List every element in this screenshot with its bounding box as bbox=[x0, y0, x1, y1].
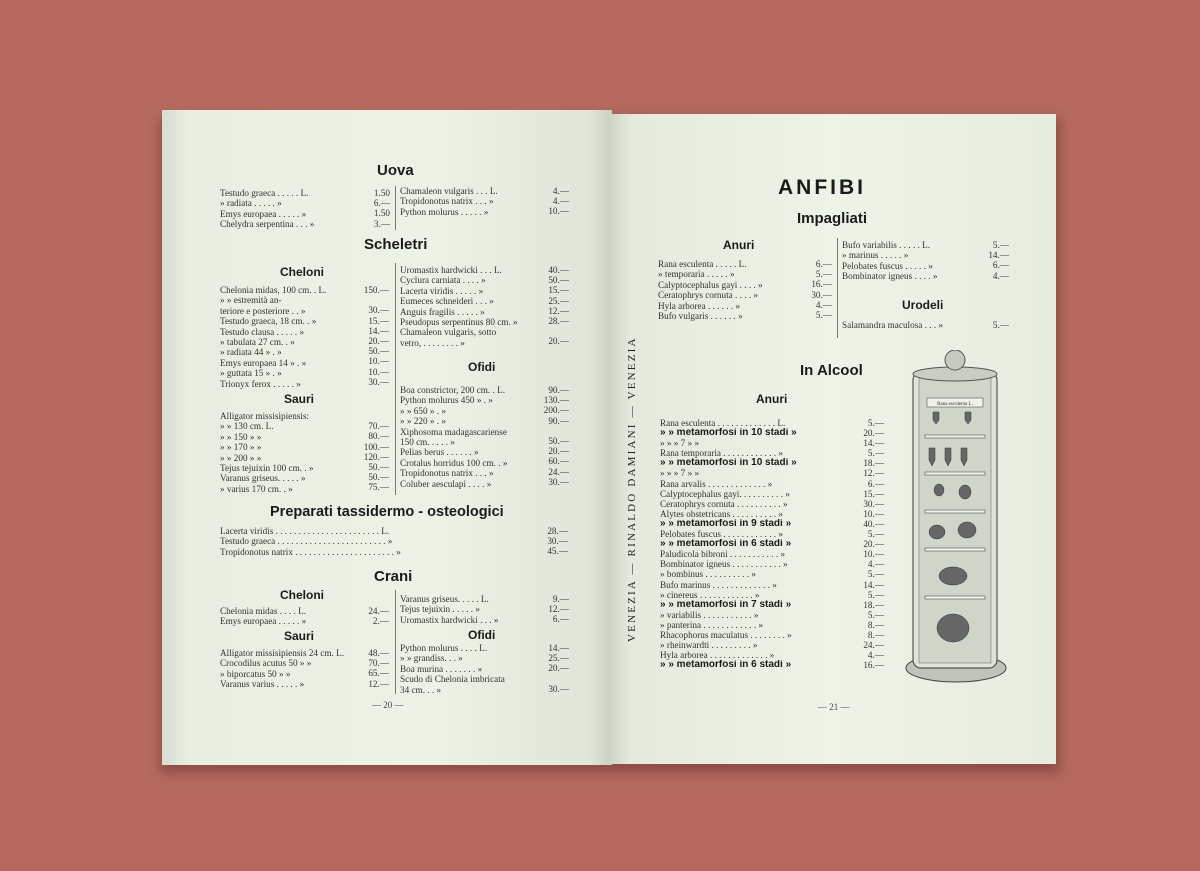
left-page bbox=[162, 110, 612, 765]
list-row: Rana arvalis . . . . . . . . . . . . . » bbox=[660, 478, 773, 489]
list-row: Eumeces schneideri . . . » bbox=[400, 296, 494, 307]
list-row: 30.— bbox=[548, 476, 569, 487]
list-row bbox=[534, 326, 569, 336]
list-row: Chamaleon vulgaris . . . L. bbox=[400, 186, 498, 196]
list-row: teriore e posteriore . . » bbox=[220, 305, 306, 316]
list-row bbox=[534, 426, 569, 436]
list-row: Bufo variabilis . . . . . L. bbox=[842, 240, 931, 250]
list-row: Alytes obstetricans . . . . . . . . . . » bbox=[660, 508, 783, 519]
crani-col1-prices bbox=[357, 606, 389, 626]
list-row: 5.— bbox=[867, 418, 884, 428]
list-row: Tejus tejuixin . . . . . » bbox=[400, 604, 480, 615]
list-row: 2.— bbox=[372, 616, 389, 627]
list-row: Varanus varius . . . . . » bbox=[220, 679, 305, 690]
list-row: 70.— bbox=[368, 421, 389, 432]
impagliati-col1-prices bbox=[798, 259, 832, 320]
list-row: 15.— bbox=[863, 488, 884, 499]
scheletri-col2 bbox=[400, 265, 550, 348]
subheading-sauri-crani: Sauri bbox=[284, 629, 315, 643]
list-row: Chelonia midas . . . . L. bbox=[220, 606, 306, 616]
list-row: 10.— bbox=[368, 356, 389, 367]
list-row: » radiata 44 » . » bbox=[220, 347, 282, 358]
list-row: » rheinwardti . . . . . . . . . » bbox=[660, 640, 758, 651]
list-row: Testudo clausa . . . . . » bbox=[220, 326, 305, 337]
list-row: 28.— bbox=[547, 526, 568, 536]
alcool-prices bbox=[852, 418, 884, 670]
urodeli-col2-prices bbox=[974, 320, 1009, 330]
list-row: 12.— bbox=[368, 678, 389, 689]
preparati-prices bbox=[530, 526, 568, 557]
list-row: Testudo graeca . . . . . L. bbox=[220, 188, 309, 198]
urodeli-col2 bbox=[842, 320, 992, 330]
list-row: » » » 7 » » bbox=[660, 438, 700, 449]
crani-col1b-prices bbox=[357, 648, 389, 689]
list-row: 12.— bbox=[548, 305, 569, 316]
list-row: Hyla arborea . . . . . . » bbox=[658, 300, 741, 311]
column-divider bbox=[395, 590, 396, 694]
list-row: Pelobates fuscus . . . . . . . . . . . . » bbox=[660, 529, 783, 540]
list-row: 16.— bbox=[863, 660, 884, 671]
list-row: » » » 7 » » bbox=[660, 468, 700, 479]
list-row: 14.— bbox=[368, 325, 389, 336]
list-row: 120.— bbox=[363, 451, 389, 462]
list-row: Tejus tejuixin 100 cm. . » bbox=[220, 463, 314, 474]
list-row: » tabulata 27 cm. . » bbox=[220, 337, 295, 348]
list-row: 5.— bbox=[867, 529, 884, 540]
list-row: 4.— bbox=[552, 196, 569, 207]
uova-col1 bbox=[220, 188, 360, 230]
subheading-anuri-alcool: Anuri bbox=[756, 392, 788, 406]
list-row: » » metamorfosi in 10 stadi » bbox=[660, 458, 797, 469]
list-row: » radiata . . . . . » bbox=[220, 198, 282, 209]
list-row: 5.— bbox=[867, 569, 884, 580]
list-row: 14.— bbox=[548, 643, 569, 653]
list-row: 30.— bbox=[863, 498, 884, 509]
list-row: » » 130 cm. L. bbox=[220, 421, 274, 432]
list-row: 60.— bbox=[548, 456, 569, 467]
list-row: 9.— bbox=[552, 594, 569, 604]
list-row: vetro, . . . . . . . . » bbox=[400, 337, 465, 348]
column-divider bbox=[395, 186, 396, 230]
list-row: 4.— bbox=[867, 559, 884, 570]
list-row: Uromastix hardwicki . . . L. bbox=[400, 265, 502, 275]
list-row: 50.— bbox=[368, 472, 389, 483]
list-row: 1.50 bbox=[373, 188, 390, 198]
list-row: Chamaleon vulgaris, sotto bbox=[400, 327, 497, 338]
list-row: 12.— bbox=[863, 468, 884, 479]
list-row: Python molurus . . . . . » bbox=[400, 206, 489, 217]
list-row: 50.— bbox=[548, 275, 569, 286]
list-row: Testudo graeca, 18 cm. . » bbox=[220, 316, 317, 327]
section-title-preparati: Preparati tassidermo - osteologici bbox=[270, 504, 504, 520]
list-row: 10.— bbox=[863, 549, 884, 560]
list-row: 5.— bbox=[867, 589, 884, 600]
list-row: 6.— bbox=[552, 614, 569, 625]
list-row: 18.— bbox=[863, 458, 884, 469]
list-row: » biporcatus 50 » » bbox=[220, 668, 291, 679]
list-row: 18.— bbox=[863, 599, 884, 610]
section-title-crani: Crani bbox=[374, 568, 413, 585]
list-row: Ceratophrys cornuta . . . . » bbox=[658, 290, 759, 301]
list-row: 30.— bbox=[368, 305, 389, 316]
crani-col2-prices bbox=[534, 594, 569, 625]
list-row: 14.— bbox=[863, 579, 884, 590]
list-row: » guttata 15 » . » bbox=[220, 368, 282, 379]
list-row: Rana temporaria . . . . . . . . . . . . » bbox=[660, 448, 783, 459]
list-row: Varanus griseus. . . . . » bbox=[220, 473, 306, 484]
list-row: » » 200 » » bbox=[220, 452, 262, 463]
list-row: 5.— bbox=[815, 269, 832, 280]
list-row: 15.— bbox=[548, 285, 569, 296]
list-row: Chelonia midas, 100 cm. . L. bbox=[220, 285, 327, 295]
list-row: Scudo di Chelonia imbricata bbox=[400, 674, 505, 685]
list-row: 8.— bbox=[867, 619, 884, 630]
list-row bbox=[357, 411, 389, 421]
list-row: Lacerta viridis . . . . . » bbox=[400, 285, 484, 296]
list-row: » » metamorfosi in 6 stadi » bbox=[660, 539, 792, 550]
list-row: Python molurus . . . . L. bbox=[400, 643, 488, 653]
list-row: 24.— bbox=[368, 606, 389, 616]
specimen-jar-illustration bbox=[903, 350, 1009, 690]
list-row: 14.— bbox=[988, 250, 1009, 261]
list-row: Pseudopus serpentinus 80 cm. » bbox=[400, 317, 518, 328]
list-row: 4.— bbox=[992, 270, 1009, 281]
list-row: 5.— bbox=[992, 320, 1009, 330]
list-row: 45.— bbox=[547, 546, 568, 557]
page-number-left: — 20 — bbox=[372, 700, 404, 710]
list-row: Rana esculenta . . . . . . . . . . . . . L. bbox=[660, 418, 786, 428]
list-row: 12.— bbox=[548, 604, 569, 615]
list-row: Anguis fragilis . . . . . » bbox=[400, 306, 485, 317]
page-title-anfibi: ANFIBI bbox=[778, 176, 866, 199]
section-title-in-alcool: In Alcool bbox=[800, 362, 863, 379]
list-row: 5.— bbox=[867, 609, 884, 620]
crani-col1 bbox=[220, 606, 362, 627]
scheletri-col2-prices bbox=[534, 265, 569, 347]
list-row: Hyla arborea . . . . . . . . . . . . . » bbox=[660, 650, 775, 661]
list-row: 10.— bbox=[863, 508, 884, 519]
list-row: Lacerta viridis . . . . . . . . . . . . . . . . . . . . . . . L. bbox=[220, 526, 390, 536]
list-row: 28.— bbox=[548, 316, 569, 327]
list-row: » » 220 » . » bbox=[400, 416, 446, 427]
list-row: Bombinator igneus . . . . . . . . . . . » bbox=[660, 559, 788, 570]
list-row: 4.— bbox=[867, 650, 884, 661]
list-row: Bufo vulgaris . . . . . . » bbox=[658, 311, 743, 322]
list-row: Calyptocephalus gayi . . . . » bbox=[658, 279, 763, 290]
list-row: Paludicola bibroni . . . . . . . . . . . » bbox=[660, 549, 786, 560]
list-row: 6.— bbox=[373, 198, 390, 209]
list-row: 48.— bbox=[368, 648, 389, 658]
list-row: » bombinus . . . . . . . . . . » bbox=[660, 569, 756, 580]
list-row: 3.— bbox=[373, 218, 390, 229]
list-row: Tropidonotus natrix . . . . . . . . . . . . . . . . . . . . . . » bbox=[220, 546, 401, 557]
list-row: 1.50 bbox=[373, 208, 390, 219]
list-row: 4.— bbox=[815, 299, 832, 310]
list-row: Crotalus horridus 100 cm. . » bbox=[400, 457, 508, 468]
page-number-right: — 21 — bbox=[818, 702, 850, 712]
list-row: Emys europaea . . . . . » bbox=[220, 208, 307, 219]
list-row: Salamandra maculosa . . . » bbox=[842, 320, 944, 330]
subheading-urodeli: Urodeli bbox=[902, 298, 944, 312]
list-row: Rana esculenta . . . . . L. bbox=[658, 259, 747, 269]
list-row: Python molurus 450 » . » bbox=[400, 395, 493, 406]
list-row: Boa murina . . . . . . . » bbox=[400, 663, 483, 674]
subheading-cheloni: Cheloni bbox=[280, 265, 324, 279]
list-row: 10.— bbox=[548, 206, 569, 217]
list-row: 20.— bbox=[368, 336, 389, 347]
subheading-ofidi: Ofidi bbox=[468, 360, 496, 374]
scheletri-col1b bbox=[220, 411, 362, 494]
list-row: Cyclura carniata . . . . » bbox=[400, 275, 486, 286]
list-row: » » metamorfosi in 7 stadi » bbox=[660, 599, 792, 610]
list-row: » » grandiss. . . » bbox=[400, 653, 463, 664]
list-row: 5.— bbox=[815, 310, 832, 321]
list-row: 25.— bbox=[548, 653, 569, 664]
list-row: Testudo graeca . . . . . . . . . . . . . . . . . . . . . . . . » bbox=[220, 536, 393, 547]
list-row: 50.— bbox=[368, 346, 389, 357]
list-row: 30.— bbox=[547, 536, 568, 547]
list-row: 20.— bbox=[863, 428, 884, 439]
list-row: 20.— bbox=[548, 446, 569, 457]
subheading-ofidi-crani: Ofidi bbox=[468, 628, 496, 642]
list-row: Tropidonotus natrix . . . » bbox=[400, 468, 494, 479]
list-row: » marinus . . . . . » bbox=[842, 250, 909, 261]
list-row bbox=[534, 674, 569, 684]
list-row: 24.— bbox=[548, 466, 569, 477]
list-row: 70.— bbox=[368, 658, 389, 669]
list-row: » variabilis . . . . . . . . . . . » bbox=[660, 609, 759, 620]
subheading-sauri: Sauri bbox=[284, 392, 315, 406]
list-row: 50.— bbox=[368, 462, 389, 473]
list-row: 15.— bbox=[368, 315, 389, 326]
list-row: 80.— bbox=[368, 431, 389, 442]
column-divider bbox=[395, 263, 396, 495]
uova-col2 bbox=[400, 186, 548, 217]
list-row: Xiphosoma madagascariense bbox=[400, 426, 507, 437]
list-row: » temporaria . . . . . » bbox=[658, 269, 735, 280]
list-row: Alligator missisipiensis: bbox=[220, 411, 310, 421]
list-row: 90.— bbox=[548, 385, 569, 395]
list-row: 40.— bbox=[548, 265, 569, 275]
list-row: » panterina . . . . . . . . . . . . » bbox=[660, 619, 764, 630]
list-row: Trionyx ferox . . . . . » bbox=[220, 378, 301, 389]
list-row: Crocodilus acutus 50 » » bbox=[220, 658, 312, 669]
svg-text:Rana esculenta L.: Rana esculenta L. bbox=[937, 402, 973, 407]
list-row: 75.— bbox=[368, 482, 389, 493]
preparati-rows bbox=[220, 526, 530, 557]
list-row: Uromastix hardwicki . . . » bbox=[400, 614, 499, 625]
list-row: » cinereus . . . . . . . . . . . . » bbox=[660, 589, 760, 600]
list-row: Boa constrictor, 200 cm. . L. bbox=[400, 385, 506, 395]
list-row: 4.— bbox=[552, 186, 569, 196]
list-row: 24.— bbox=[863, 640, 884, 651]
column-divider bbox=[837, 238, 838, 338]
list-row: 100.— bbox=[363, 441, 389, 452]
list-row: Emys europaea 14 » . » bbox=[220, 357, 307, 368]
list-row: 14.— bbox=[863, 438, 884, 449]
list-row: 30.— bbox=[548, 683, 569, 694]
subheading-anuri: Anuri bbox=[723, 238, 755, 252]
scheletri-col2b bbox=[400, 385, 550, 489]
list-row: Ceratophrys cornuta . . . . . . . . . . » bbox=[660, 498, 788, 509]
list-row: 65.— bbox=[368, 668, 389, 679]
list-row: » » estremità an- bbox=[220, 295, 282, 306]
list-row: » » 170 » » bbox=[220, 442, 262, 453]
list-row: 16.— bbox=[811, 279, 832, 290]
scheletri-col1b-prices bbox=[357, 411, 389, 493]
section-title-scheletri: Scheletri bbox=[364, 236, 428, 253]
list-row: Calyptocephalus gayi. . . . . . . . . . » bbox=[660, 488, 790, 499]
list-row: » » 150 » » bbox=[220, 431, 262, 442]
list-row: 150 cm. . . . . » bbox=[400, 437, 455, 448]
uova-col1-prices bbox=[360, 188, 390, 229]
list-row: » » metamorfosi in 6 stadi » bbox=[660, 660, 792, 671]
list-row: Chelydra serpentina . . . » bbox=[220, 219, 315, 230]
list-row: 5.— bbox=[992, 240, 1009, 250]
list-row: 20.— bbox=[863, 539, 884, 550]
crani-col2 bbox=[400, 594, 550, 625]
list-row: 8.— bbox=[867, 629, 884, 640]
list-row: Coluber aesculapi . . . . » bbox=[400, 478, 492, 489]
crani-col2b bbox=[400, 643, 550, 695]
list-row: 150.— bbox=[363, 285, 389, 295]
list-row: » » metamorfosi in 10 stadi » bbox=[660, 428, 797, 439]
list-row: 5.— bbox=[867, 448, 884, 459]
list-row: 40.— bbox=[863, 518, 884, 529]
crani-col1b bbox=[220, 648, 362, 690]
subheading-cheloni-crani: Cheloni bbox=[280, 588, 324, 602]
list-row: 20.— bbox=[548, 663, 569, 674]
list-row: 10.— bbox=[368, 366, 389, 377]
alcool-list bbox=[660, 418, 860, 670]
vertical-publisher-line: VENEZIA — RINALDO DAMIANI — VENEZIA bbox=[626, 336, 638, 642]
list-row: 50.— bbox=[548, 436, 569, 447]
uova-col2-prices bbox=[534, 186, 569, 217]
list-row: » » metamorfosi in 9 stadi » bbox=[660, 518, 792, 529]
impagliati-col2-prices bbox=[974, 240, 1009, 281]
crani-col2b-prices bbox=[534, 643, 569, 694]
list-row: 30.— bbox=[368, 376, 389, 387]
list-row: 6.— bbox=[815, 259, 832, 269]
list-row: Pelobates fuscus . . . . . » bbox=[842, 260, 933, 271]
scheletri-col1-prices bbox=[357, 285, 389, 387]
list-row: Varanus griseus. . . . . L. bbox=[400, 594, 489, 604]
list-row: 130.— bbox=[543, 395, 569, 406]
list-row: 34 cm. . . » bbox=[400, 684, 442, 695]
list-row: Tropidonotus natrix . . . » bbox=[400, 196, 494, 207]
list-row: » varius 170 cm. . » bbox=[220, 483, 293, 494]
list-row: 25.— bbox=[548, 295, 569, 306]
list-row: Pelias berus . . . . . . » bbox=[400, 447, 479, 458]
list-row: 90.— bbox=[548, 415, 569, 426]
list-row: 20.— bbox=[548, 336, 569, 347]
impagliati-col2 bbox=[842, 240, 992, 282]
section-title-uova: Uova bbox=[377, 162, 414, 179]
list-row: Emys europaea . . . . . » bbox=[220, 616, 307, 627]
list-row: Rhacophorus maculatus . . . . . . . . » bbox=[660, 629, 792, 640]
list-row: 200.— bbox=[543, 405, 569, 416]
list-row: 6.— bbox=[867, 478, 884, 489]
list-row: Alligator missisipiensis 24 cm. L. bbox=[220, 648, 345, 658]
section-title-impagliati: Impagliati bbox=[797, 210, 868, 227]
list-row: Bufo marinus . . . . . . . . . . . . . » bbox=[660, 579, 777, 590]
list-row: 6.— bbox=[992, 260, 1009, 271]
list-row: » » 650 » . » bbox=[400, 405, 446, 416]
scheletri-col2b-prices bbox=[534, 385, 569, 487]
list-row bbox=[357, 295, 389, 305]
list-row: Bombinator igneus . . . . » bbox=[842, 271, 938, 282]
scheletri-col1 bbox=[220, 285, 362, 389]
impagliati-col1 bbox=[658, 259, 808, 321]
list-row: 30.— bbox=[811, 289, 832, 300]
